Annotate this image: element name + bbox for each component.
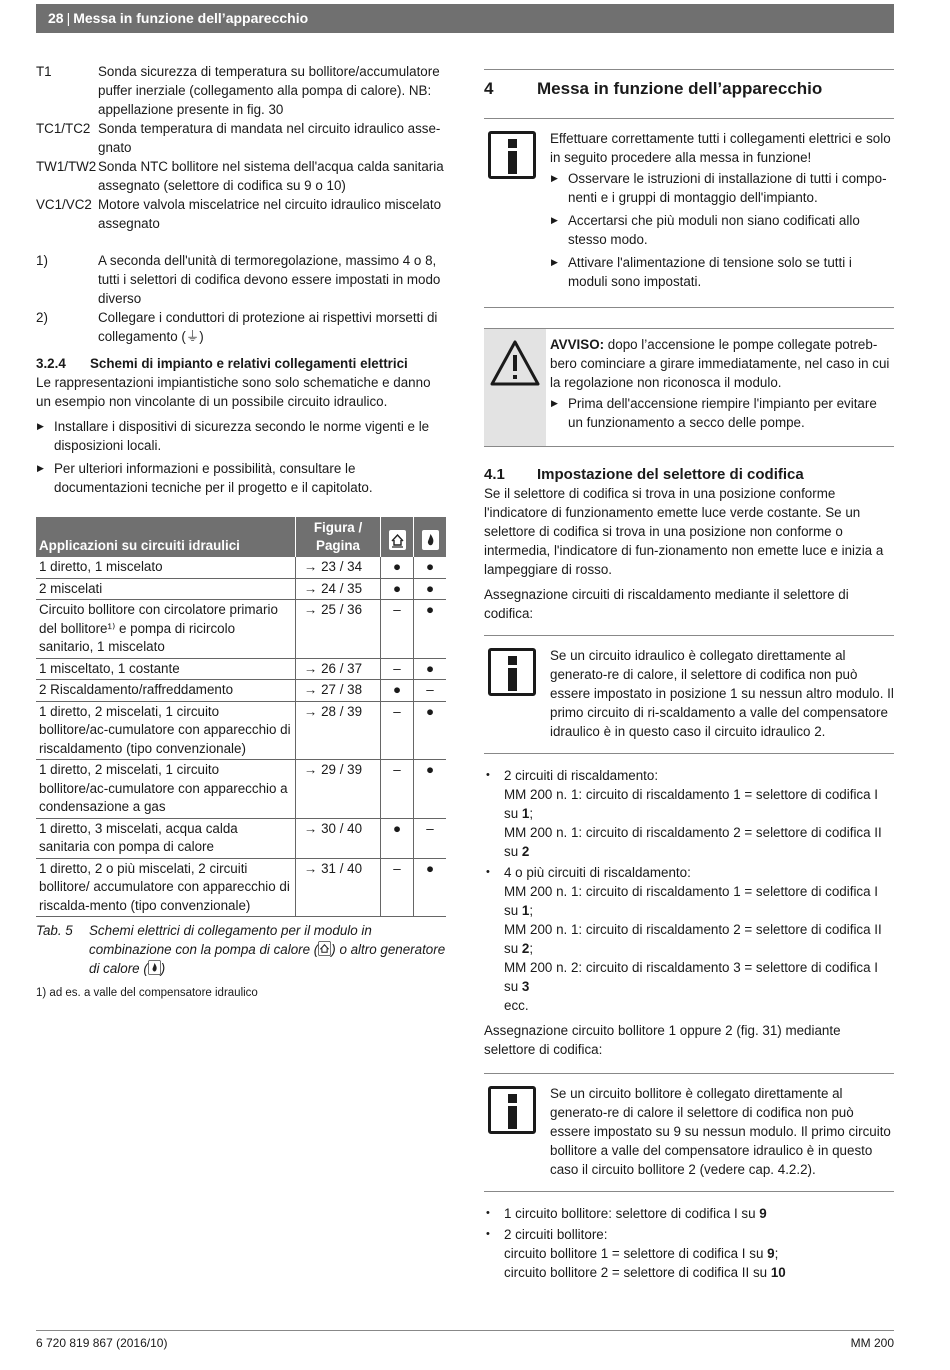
footnote-row <box>36 308 446 346</box>
caption-text-1: Schemi elettrici di collegamento per il modulo in combinazione con la pompa di calore ( <box>89 923 372 957</box>
paragraph: Assegnazione circuiti di riscaldamento mediante il selettore di codifica: <box>484 587 849 621</box>
cell-figure: → 28 / 39 <box>296 701 381 760</box>
line-value: 9 <box>759 1206 767 1221</box>
section-number: 4 <box>484 79 494 98</box>
cell-boiler: ● <box>414 858 447 917</box>
cell-boiler: ● <box>414 600 447 659</box>
list-item-line <box>504 958 894 996</box>
table-row <box>36 701 446 760</box>
warning-body: dopo l’accensione le pompe collegate potreb-bero cominciare a girare immediatamente, nel caso in cui la regolazione non riconosca il modulo. <box>550 337 890 390</box>
table-footnote: 1) ad es. a valle del compensatore idraulico <box>36 987 258 999</box>
cell-boiler: ● <box>414 557 447 578</box>
info-text: Se un circuito bollitore è collegato direttamente al generato-re di calore il selettore di codifica non può essere impostato su 9 su nessun modulo. Il primo circuito bollitore a valle del compensatore idraulico è in questo caso il circuito bollitore 2 (vedere cap. 4.2.2). <box>550 1086 891 1177</box>
cell-heatpump: ● <box>381 818 414 858</box>
line-text: MM 200 n. 1: circuito di riscaldamento 2 = selettore di codifica II su <box>504 922 882 956</box>
warning-text <box>550 335 894 392</box>
line-end: ; <box>529 941 534 956</box>
cell-heatpump: ● <box>381 557 414 578</box>
flame-icon <box>148 960 161 975</box>
table-row <box>36 858 446 917</box>
cell-figure: → 31 / 40 <box>296 858 381 917</box>
line-text: MM 200 n. 1: circuito di riscaldamento 1 = selettore di codifica I su <box>504 787 878 821</box>
footer-doc-number: 6 720 819 867 (2016/10) <box>36 1336 168 1350</box>
cell-boiler: ● <box>414 658 447 680</box>
warning-bullet-list <box>550 394 894 432</box>
line-value: 2 <box>521 941 530 956</box>
section-4-heading <box>484 69 894 102</box>
list-item <box>484 1204 894 1223</box>
cell-heatpump: ● <box>381 578 414 600</box>
cell-application: 1 diretto, 2 o più miscelati, 2 circuiti bollitore/ accumulatore con apparecchio di riscalda-mento (tipo convenzionale) <box>36 858 296 917</box>
line-text: MM 200 n. 1: circuito di riscaldamento 1 = selettore di codifica I su <box>504 884 878 918</box>
instruction-item: ▶ Per ulteriori informazioni e possibilità, consultare le documentazioni tecniche per il progetto e il capitolato. <box>36 459 446 497</box>
list-item-line <box>504 882 894 920</box>
line-value: 1 <box>521 903 530 918</box>
definition-desc: Sonda NTC bollitore nel sistema dell'acqua calda sanitaria assegnato (selettore di codifica su 9 o 10) <box>98 159 444 193</box>
info-icon <box>488 131 536 179</box>
definition-list <box>36 62 446 233</box>
cell-heatpump: – <box>381 600 414 659</box>
cell-figure: → 27 / 38 <box>296 680 381 702</box>
info-bullet: ▶ Osservare le istruzioni di installazione di tutti i compo-nenti e i gruppi di montaggio dell'impianto. <box>550 169 894 207</box>
line-value: 10 <box>770 1265 786 1280</box>
cell-application: Circuito bollitore con circolatore primario del bollitore¹⁾ e pompa di ricircolo sanitario, 1 miscelato <box>36 600 296 659</box>
definition-row <box>36 195 446 233</box>
info-bullet: ▶ Accertarsi che più moduli non siano codificati allo stesso modo. <box>550 211 894 249</box>
section-title: Messa in funzione dell’apparecchio <box>537 79 823 98</box>
section-4-1-heading <box>484 465 894 484</box>
header-applications: Applicazioni su circuiti idraulici <box>36 517 296 557</box>
page-header <box>36 4 894 33</box>
section-number: 4.1 <box>484 466 505 483</box>
list-item-line <box>504 823 894 861</box>
line-text: MM 200 n. 1: circuito di riscaldamento 2 = selettore di codifica II su <box>504 825 882 859</box>
cell-application: 1 misceltato, 1 costante <box>36 658 296 680</box>
cell-heatpump: – <box>381 858 414 917</box>
footer-product: MM 200 <box>850 1336 894 1350</box>
definition-term: VC1/VC2 <box>36 197 92 212</box>
list-item <box>484 1225 894 1282</box>
list-item-head <box>504 1204 894 1223</box>
info-text: Se un circuito idraulico è collegato direttamente al generato-re di calore, il selettore di codifica non può essere impostato in posizione 1 su nessun altro modulo. Il primo circuito di ri-scaldamento a valle del compensatore idraulico è in questo caso il circuito idraulico 2. <box>550 648 894 739</box>
paragraph: Se il selettore di codifica si trova in una posizione conforme l'indicatore di funzionamento emette luce verde costante. Se un selettore di codifica si trova in una posizione non conforme o intermedia, l'indicatore di fun-zionamento non emette luce e inizia a lampeggiare di rosso. <box>484 486 884 577</box>
section-title: Impostazione del selettore di codifica <box>537 466 804 483</box>
list-item-line <box>504 1263 894 1282</box>
left-column <box>36 62 446 1003</box>
section-title: Schemi di impianto e relativi collegamenti elettrici <box>90 356 408 371</box>
cell-boiler: – <box>414 680 447 702</box>
cell-application: 1 diretto, 1 miscelato <box>36 557 296 578</box>
footer-divider <box>36 1330 894 1331</box>
definition-desc: Sonda sicurezza di temperatura su bollitore/accumulatore puffer inerziale (collegamento alla pompa di calore). NB: appellazione presente in fig. 30 <box>98 64 440 117</box>
definition-row <box>36 157 446 195</box>
info-icon <box>488 648 536 696</box>
cell-boiler: ● <box>414 760 447 819</box>
table-row <box>36 658 446 680</box>
table-row <box>36 557 446 578</box>
footnote-text: A seconda dell'unità di termoregolazione, massimo 4 o 8, tutti i selettori di codifica devono essere impostati in modo diverso <box>98 253 441 306</box>
footnote-row <box>36 251 446 308</box>
header-title: Messa in funzione dell’apparecchio <box>73 10 309 26</box>
line-value: 2 <box>521 844 530 859</box>
cell-heatpump: ● <box>381 680 414 702</box>
line-text: ecc. <box>504 998 529 1013</box>
instruction-item: ▶ Installare i dispositivi di sicurezza secondo le norme vigenti e le disposizioni locali. <box>36 417 446 455</box>
section-number: 3.2.4 <box>36 356 66 371</box>
cell-application: 1 diretto, 2 miscelati, 1 circuito bollitore/ac-cumulatore con apparecchio di riscaldamento (tipo convenzionale) <box>36 701 296 760</box>
cell-figure: → 25 / 36 <box>296 600 381 659</box>
line-end: ; <box>529 903 534 918</box>
info-bullet-list <box>550 169 894 291</box>
definition-desc: Motore valvola miscelatrice nel circuito idraulico miscelato assegnato <box>98 197 442 231</box>
info-text: Effettuare correttamente tutti i collegamenti elettrici e solo in seguito procedere alla messa in funzione! <box>550 131 891 165</box>
caption-text-3: ) <box>160 961 166 976</box>
cell-boiler: ● <box>414 578 447 600</box>
list-item <box>484 766 894 861</box>
cell-application: 1 diretto, 3 miscelati, acqua calda sanitaria con pompa di calore <box>36 818 296 858</box>
line-text: circuito bollitore 1 = selettore di codifica I su <box>504 1246 768 1261</box>
instruction-list <box>36 417 446 497</box>
right-column <box>484 62 894 1284</box>
table-row <box>36 600 446 659</box>
line-end: ; <box>529 806 534 821</box>
line-value: 9 <box>767 1246 775 1261</box>
cell-figure: → 24 / 35 <box>296 578 381 600</box>
caption-text-2: ) o altro generatore di calore ( <box>89 942 446 976</box>
list-item-head: • 2 circuiti bollitore: <box>504 1227 608 1242</box>
caption-body <box>89 921 446 978</box>
list-item-line <box>504 920 894 958</box>
list-item-head: • 4 o più circuiti di riscaldamento: <box>504 865 691 880</box>
cell-figure: → 23 / 34 <box>296 557 381 578</box>
line-value: 3 <box>521 979 530 994</box>
list-item-line <box>504 1244 894 1263</box>
definition-term: TC1/TC2 <box>36 121 91 136</box>
line-end: ; <box>774 1246 779 1261</box>
definition-row <box>36 62 446 119</box>
footnote-number: 1) <box>36 253 48 268</box>
list-item <box>484 863 894 1015</box>
cell-heatpump: – <box>381 658 414 680</box>
footnote-list <box>36 251 446 346</box>
header-boiler <box>414 517 447 557</box>
line-text: MM 200 n. 2: circuito di riscaldamento 3 = selettore di codifica I su <box>504 960 878 994</box>
definition-row <box>36 119 446 157</box>
caption-label: Tab. 5 <box>36 923 73 938</box>
table-header-row <box>36 517 446 557</box>
info-note <box>484 1073 894 1192</box>
page-number: 28 <box>48 10 64 26</box>
list-item-line <box>504 996 894 1015</box>
flame-icon <box>422 530 439 550</box>
heat-pump-icon <box>318 941 331 956</box>
definition-term: T1 <box>36 64 52 79</box>
warning-bullet: ▶ Prima dell'accensione riempire l'impianto per evitare un funzionamento a secco delle pompe. <box>550 394 894 432</box>
section-3-2-4-heading <box>36 354 446 373</box>
table-row <box>36 760 446 819</box>
cell-application: 2 Riscaldamento/raffreddamento <box>36 680 296 702</box>
applications-table <box>36 517 446 917</box>
boiler-circuit-list <box>484 1204 894 1282</box>
table-caption <box>36 921 446 978</box>
footnote-number: 2) <box>36 310 48 325</box>
cell-heatpump: – <box>381 760 414 819</box>
heat-pump-icon <box>389 530 406 550</box>
header-figure-page: Figura / Pagina <box>296 517 381 557</box>
definition-desc: Sonda temperatura di mandata nel circuito idraulico asse-gnato <box>98 121 441 155</box>
definition-term: TW1/TW2 <box>36 159 97 174</box>
line-text: circuito bollitore 2 = selettore di codifica II su <box>504 1265 771 1280</box>
warning-icon <box>489 339 541 387</box>
info-note <box>484 118 894 308</box>
list-item-line <box>504 785 894 823</box>
info-icon <box>488 1086 536 1134</box>
cell-figure: → 29 / 39 <box>296 760 381 819</box>
line-text: 1 circuito bollitore: selettore di codifica I su <box>504 1206 760 1221</box>
cell-application: 2 miscelati <box>36 578 296 600</box>
info-note <box>484 635 894 754</box>
cell-boiler: ● <box>414 701 447 760</box>
header-separator: | <box>66 10 71 26</box>
cell-figure: → 30 / 40 <box>296 818 381 858</box>
warning-note <box>484 328 894 447</box>
list-item-head: • 2 circuiti di riscaldamento: <box>504 768 659 783</box>
cell-boiler: – <box>414 818 447 858</box>
cell-heatpump: – <box>381 701 414 760</box>
warning-label: AVVISO: <box>550 337 605 352</box>
heating-circuit-list <box>484 766 894 1015</box>
cell-figure: → 26 / 37 <box>296 658 381 680</box>
paragraph: Assegnazione circuito bollitore 1 oppure 2 (fig. 31) mediante selettore di codifica: <box>484 1023 841 1057</box>
header-heatpump <box>381 517 414 557</box>
table-row <box>36 578 446 600</box>
cell-application: 1 diretto, 2 miscelati, 1 circuito bollitore/ac-cumulatore con apparecchio a condensazione a gas <box>36 760 296 819</box>
table-row <box>36 680 446 702</box>
line-value: 1 <box>521 806 530 821</box>
info-bullet: ▶ Attivare l'alimentazione di tensione solo se tutti i moduli sono impostati. <box>550 253 894 291</box>
footnote-text: Collegare i conduttori di protezione ai rispettivi morsetti di collegamento (⏚) <box>98 310 438 344</box>
section-intro: Le rappresentazioni impiantistiche sono solo schematiche e danno un esempio non vincolante di un possibile circuito idraulico. <box>36 375 431 409</box>
table-row <box>36 818 446 858</box>
